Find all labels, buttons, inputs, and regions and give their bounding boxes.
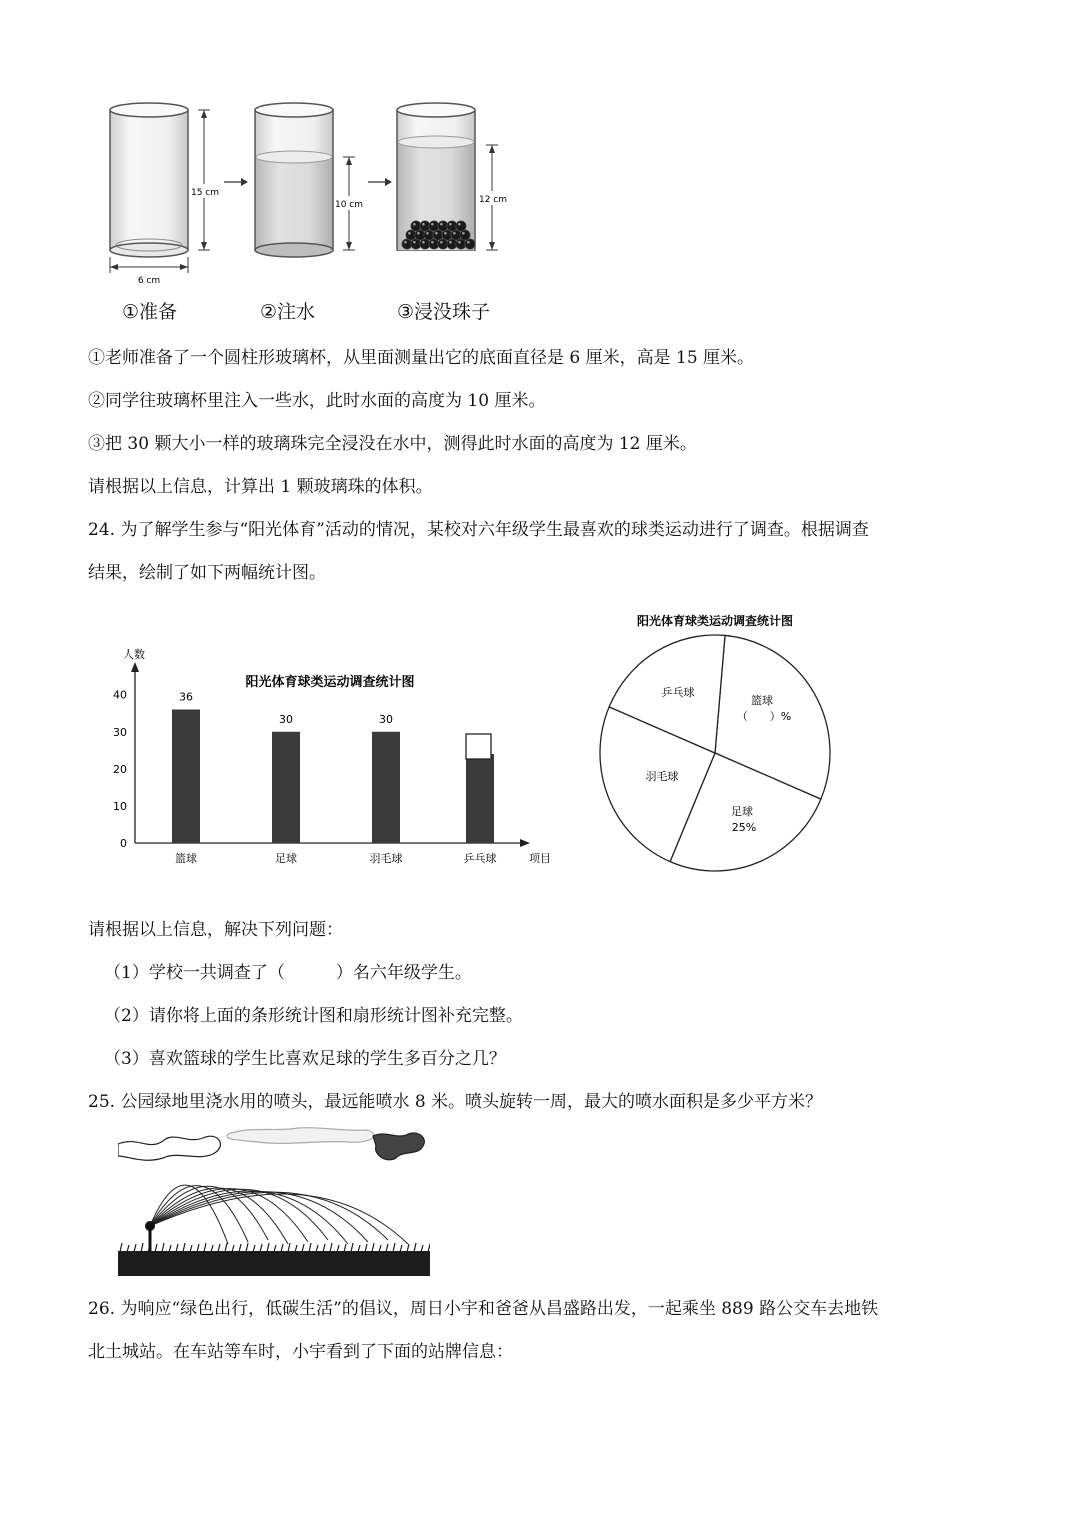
pie-slice-label: 羽毛球 bbox=[645, 770, 679, 783]
pie-slice-value: （ ）% bbox=[736, 710, 792, 723]
pie-title: 阳光体育球类运动调查统计图 bbox=[636, 614, 794, 628]
pie-slice-label: 乒乓球 bbox=[661, 686, 695, 699]
q23-line-4: 请根据以上信息，计算出 1 颗玻璃珠的体积。 bbox=[88, 477, 433, 497]
q25-line-1: 25. 公园绿地里浇水用的喷头，最远能喷水 8 米。喷头旋转一周，最大的喷水面积是多少平方米？ bbox=[88, 1092, 823, 1112]
x-tick-label: 羽毛球 bbox=[369, 852, 403, 865]
diameter-dim-label: 6 cm bbox=[137, 276, 161, 286]
bar-title: 阳光体育球类运动调查统计图 bbox=[245, 675, 415, 690]
q23-line-1: ①老师准备了一个圆柱形玻璃杯，从里面测量出它的底面直径是 6 厘米，高是 15 厘米。 bbox=[88, 348, 755, 368]
q26-line-2: 北土城站。在车站等车时，小宇看到了下面的站牌信息： bbox=[88, 1342, 513, 1362]
bar bbox=[466, 754, 494, 843]
bar-xlabel: 项目 bbox=[529, 852, 551, 865]
q24-line-1: 24. 为了解学生参与“阳光体育”活动的情况，某校对六年级学生最喜欢的球类运动进行了调查。根据调查 bbox=[88, 520, 869, 540]
q23-line-3: ③把 30 颗大小一样的玻璃珠完全浸没在水中，测得此时水面的高度为 12 厘米。 bbox=[88, 434, 697, 454]
cup-beads bbox=[397, 103, 507, 250]
q24-subq-intro: 请根据以上信息，解决下列问题： bbox=[88, 920, 343, 940]
y-tick-label: 20 bbox=[113, 762, 127, 776]
grass bbox=[120, 1243, 430, 1252]
y-axis-arrow-icon bbox=[131, 662, 139, 672]
pie-slice-label: 足球 bbox=[731, 805, 753, 818]
bar bbox=[272, 732, 300, 843]
caption-prepare: ①准备 bbox=[122, 301, 178, 323]
ground bbox=[118, 1251, 430, 1276]
y-tick-label: 10 bbox=[113, 799, 127, 813]
arrow-right-icon bbox=[224, 178, 248, 186]
caption-water: ②注水 bbox=[260, 301, 316, 323]
cup-water bbox=[255, 103, 363, 257]
x-axis-arrow-icon bbox=[520, 839, 530, 847]
water-spray bbox=[150, 1185, 408, 1244]
bar-chart bbox=[100, 640, 560, 870]
q24-line-2: 结果，绘制了如下两幅统计图。 bbox=[88, 563, 326, 583]
q24-subq-2: （2）请你将上面的条形统计图和扇形统计图补充完整。 bbox=[104, 1006, 523, 1026]
pie-slice-value: 25% bbox=[731, 821, 757, 834]
y-tick-label: 40 bbox=[113, 688, 127, 702]
caption-beads: ③浸没珠子 bbox=[397, 301, 491, 323]
x-tick-label: 篮球 bbox=[175, 852, 197, 865]
q23-line-2: ②同学往玻璃杯里注入一些水，此时水面的高度为 10 厘米。 bbox=[88, 391, 546, 411]
height-dim-label: 15 cm bbox=[190, 188, 220, 198]
water2-dim-label: 12 cm bbox=[478, 195, 508, 205]
q26-line-1: 26. 为响应“绿色出行，低碳生活”的倡议，周日小宇和爸爸从昌盛路出发，一起乘坐 889 路公交车去地铁 bbox=[88, 1299, 879, 1319]
x-tick-label: 足球 bbox=[275, 852, 297, 865]
cup-prepare bbox=[110, 103, 219, 286]
bar-value-label: 36 bbox=[179, 690, 193, 704]
clouds bbox=[118, 1128, 424, 1161]
bar bbox=[172, 710, 200, 844]
pie-chart bbox=[590, 608, 850, 878]
bar bbox=[372, 732, 400, 843]
y-tick-label: 0 bbox=[120, 837, 127, 850]
pie-slice-label: 篮球 bbox=[751, 694, 773, 707]
sprinkler-illustration bbox=[118, 1126, 430, 1276]
q24-subq-3: （3）喜欢篮球的学生比喜欢足球的学生多百分之几？ bbox=[104, 1049, 506, 1069]
water-dim-label: 10 cm bbox=[334, 200, 364, 210]
x-tick-label: 乒乓球 bbox=[463, 852, 497, 865]
blank-value-box bbox=[466, 734, 491, 759]
cups-illustration bbox=[100, 95, 520, 295]
y-tick-label: 30 bbox=[113, 725, 127, 739]
bar-value-label: 30 bbox=[279, 712, 293, 726]
arrow-right-icon bbox=[368, 178, 392, 186]
bar-ylabel: 人数 bbox=[123, 648, 145, 661]
q24-subq-1: （1）学校一共调查了（ ）名六年级学生。 bbox=[104, 963, 472, 983]
glass-beads bbox=[402, 221, 475, 249]
bar-value-label: 30 bbox=[379, 712, 393, 726]
